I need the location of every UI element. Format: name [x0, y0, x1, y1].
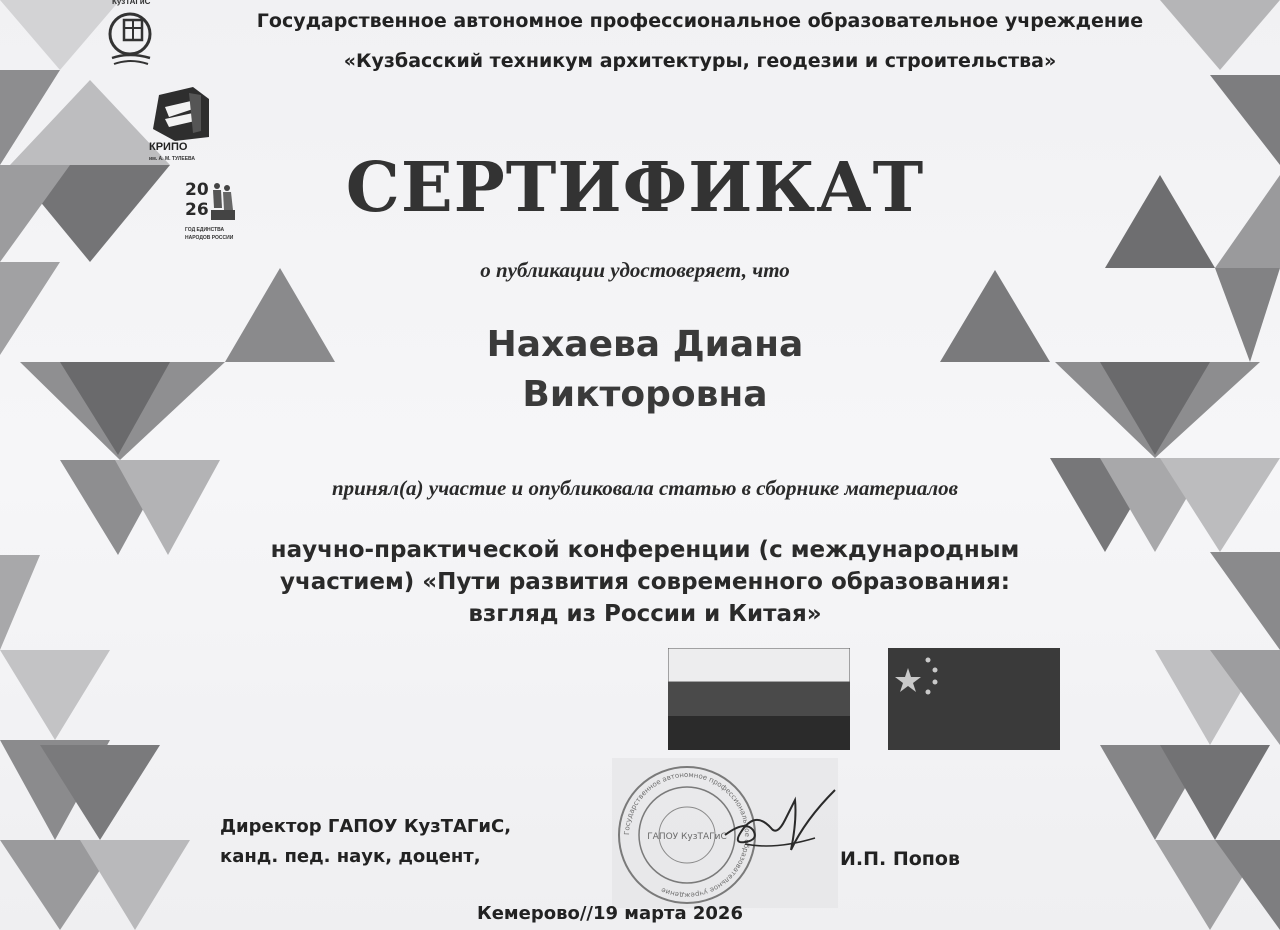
handwritten-signature [715, 780, 845, 880]
signer-position-line-1: Директор ГАПОУ КузТАГиС, [220, 816, 512, 837]
kuztagis-logo [102, 0, 162, 70]
stamp-center-text: ГАПОУ КузТАГиС [647, 832, 727, 842]
kripo-emblem-icon [149, 85, 213, 143]
conference-line-1: научно-практической конференции (с международным [270, 537, 1020, 563]
right-triangles [940, 0, 1280, 930]
year-caption-1: ГОД ЕДИНСТВА [185, 227, 225, 233]
china-flag [888, 648, 1060, 750]
recipient-name-line-2: Викторовна [522, 374, 768, 415]
conference-line-2: участием) «Пути развития современного образования: [279, 569, 1010, 595]
institution-line-1: Государственное автономное профессиональное образовательное учреждение [256, 10, 1144, 32]
year-top: 20 [185, 180, 209, 200]
russia-flag [668, 648, 850, 750]
signer-position-line-2: канд. пед. наук, доцент, [220, 846, 481, 867]
recipient-name-line-1: Нахаева Диана [486, 324, 804, 365]
certificate-subtitle: о публикации удостоверяет, что [480, 258, 790, 282]
signer-name: И.П. Попов [840, 848, 961, 870]
institution-line-2: «Кузбасский техникум архитектуры, геодезии и строительства» [343, 50, 1057, 72]
kuztagis-emblem-icon [104, 6, 160, 70]
kuztagis-label: КузТАГиС [112, 0, 151, 6]
conference-line-3: взгляд из России и Китая» [468, 601, 822, 627]
kripo-subtitle: им. А. М. ТУЛЕЕВА [149, 156, 196, 162]
participation-text: принял(а) участие и опубликовала статью в сборнике материалов [331, 476, 959, 500]
place-and-date: Кемерово//19 марта 2026 [476, 903, 743, 924]
stamp-ring-text: Государственное автономное профессиональное образовательное учреждение [622, 770, 752, 900]
certificate-title: СЕРТИФИКАТ [345, 148, 925, 228]
year-caption-2: НАРОДОВ РОССИИ [185, 235, 234, 241]
year-bottom: 26 [185, 200, 209, 220]
kripo-name: КРИПО [149, 141, 188, 153]
